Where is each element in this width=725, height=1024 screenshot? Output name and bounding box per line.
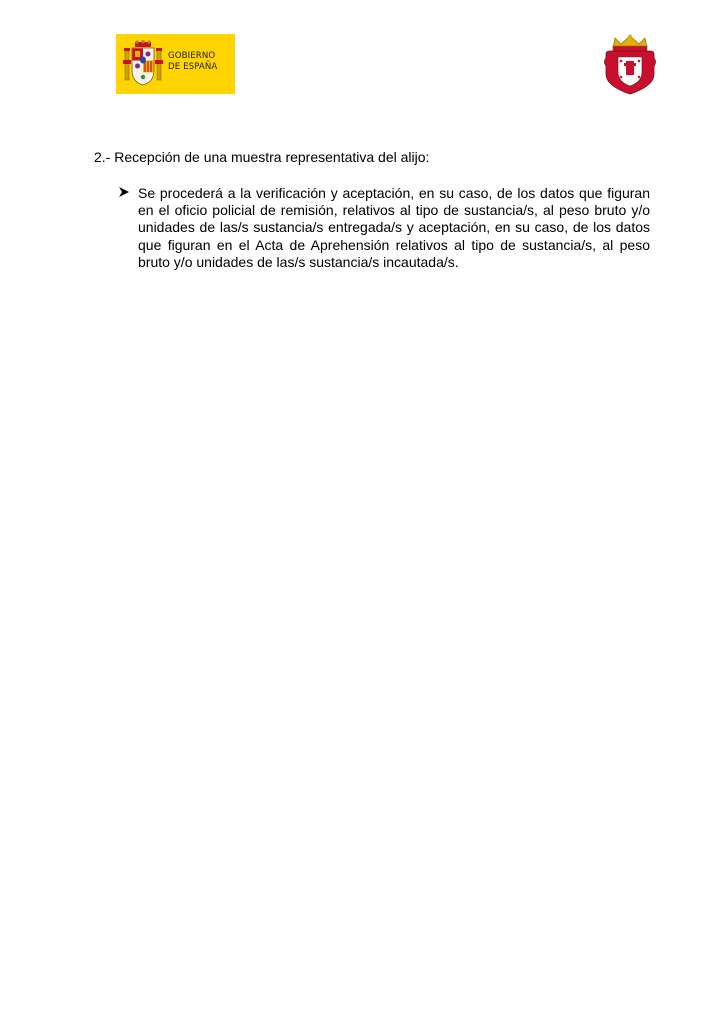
- government-of-spain-logo: [116, 34, 235, 94]
- section-heading: 2.- Recepción de una muestra representativa del alijo:: [94, 149, 430, 165]
- regional-coat-of-arms-icon: [603, 34, 657, 96]
- bullet-paragraph: Se procederá a la verificación y aceptación, en su caso, de los datos que figuran en el oficio policial de remisión, relativos al tipo de sustancia/s, al peso bruto y/o unidades de las/s sustancia/s entregada/s y aceptación, en su caso, de los datos que figuran en el Acta de Aprehensión relativos al tipo de sustancia/s, al peso bruto y/o unidades de las/s sustancia/s incautada/s.: [138, 185, 650, 270]
- government-logo-line-1: GOBIERNO: [168, 51, 216, 61]
- spain-coat-of-arms-icon: [123, 40, 163, 88]
- government-logo-line-2: DE ESPAÑA: [168, 62, 218, 72]
- government-logo-text: [168, 51, 232, 73]
- arrow-bullet-icon: [118, 186, 130, 198]
